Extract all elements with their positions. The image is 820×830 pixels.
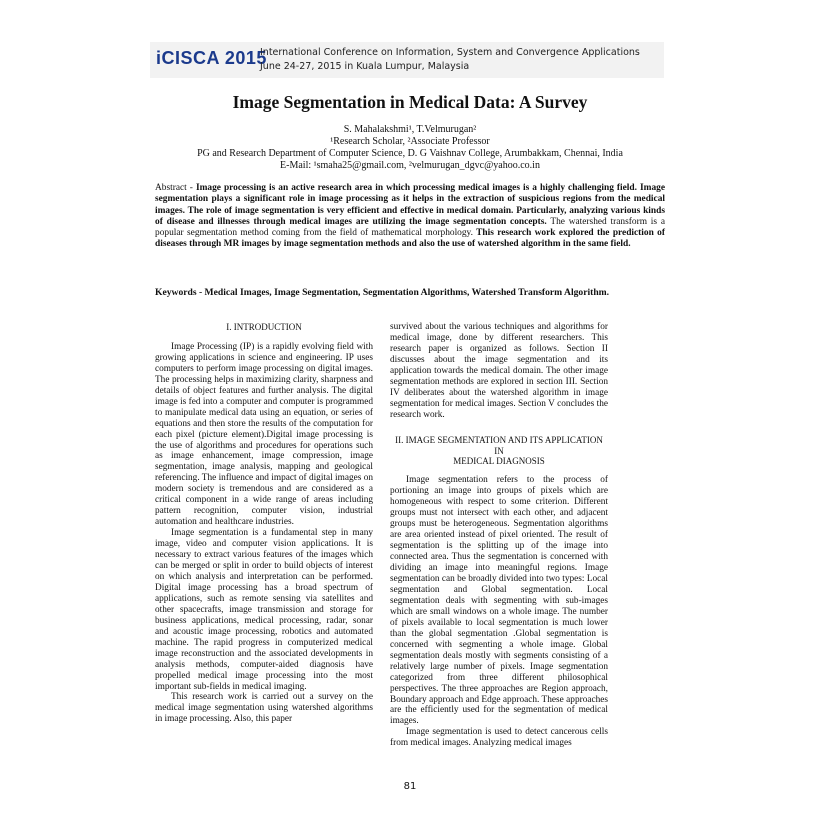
right-column bbox=[390, 322, 608, 749]
intro-paragraph-3: This research work is carried out a survey on the medical image segmentation using watershed algorithms in image processing. Also, this paper bbox=[155, 692, 373, 725]
section-heading-segmentation bbox=[390, 435, 608, 468]
abstract-text-bold-2: This research work explored the prediction of diseases through MR images by image segmentation methods and also the use of watershed algorithm in the same field. bbox=[155, 228, 665, 250]
keywords: Keywords - Medical Images, Image Segmentation, Segmentation Algorithms, Watershed Transform Algorithm. bbox=[155, 287, 610, 298]
author-roles: ¹Research Scholar, ²Associate Professor bbox=[330, 136, 490, 147]
abstract bbox=[155, 183, 665, 251]
conference-name: International Conference on Information, System and Convergence Applications bbox=[260, 47, 640, 58]
conference-logo bbox=[156, 48, 267, 69]
segmentation-paragraph-2: Image segmentation is used to detect cancerous cells from medical images. Analyzing medical images bbox=[390, 727, 608, 749]
abstract-text-normal: The watershed transform is a popular segmentation method coming from the field of mathematical morphology. bbox=[155, 216, 665, 239]
section-heading-line-1: II. IMAGE SEGMENTATION AND ITS APPLICATION IN bbox=[395, 434, 603, 456]
segmentation-paragraph-1: Image segmentation refers to the process of portioning an image into groups of pixels which are homogeneous with respect to some criterion. Different groups must not intersect with each other, and adjacent groups must be heterogeneous. Segmentation algorithms are area oriented instead of pixel oriented. The result of segmentation is the splitting up of the image into connected area. Thus the segmentation is concerned with dividing an image into meaningful regions. Image segmentation can be broadly divided into two types: Local segmentation and Global segmentation. Local segmentation deals with segmenting with sub-images which are small windows on a whole image. The number of pixels available to local segmentation is much lower than the global segmentation .Global segmentation is concerned with segmenting a whole image. Global segmentation deals mostly with segments consisting of a relatively large number of pixels. Image segmentation categorized from three different philosophical perspectives. The three approaches are Region approach, Boundary approach and Edge approach. These approaches are the efficiently used for the segmentation of medical images. bbox=[390, 475, 608, 727]
author-affiliation: PG and Research Department of Computer Science, D. G Vaishnav College, Arumbakkam, Chennai, India bbox=[197, 148, 623, 159]
intro-paragraph-3-continued: survived about the various techniques and algorithms for medical image, done by different researchers. This research paper is organized as follows. Section II discusses about the image segmentation and its application towards the medical domain. The other image segmentation methods are explored in section III. Section IV deliberates about the watershed algorithm in image segmentation for medical images. Section V concludes the research work. bbox=[390, 322, 608, 420]
left-column bbox=[155, 322, 373, 725]
section-heading-line-2: MEDICAL DIAGNOSIS bbox=[453, 456, 545, 467]
author-names: S. Mahalakshmi¹, T.Velmurugan² bbox=[343, 124, 477, 135]
conference-info bbox=[260, 46, 640, 74]
conference-date-location: June 24-27, 2015 in Kuala Lumpur, Malaysia bbox=[260, 61, 470, 72]
logo-text: iCISCA 2015 bbox=[156, 48, 267, 68]
author-emails: E-Mail: ¹smaha25@gmail.com, ²velmurugan_dgvc@yahoo.co.in bbox=[280, 160, 540, 171]
conference-header bbox=[150, 42, 664, 78]
intro-paragraph-1: Image Processing (IP) is a rapidly evolving field with growing applications in science and engineering. IP uses computers to perform image processing on digital images. The processing helps in maximizing clarity, sharpness and details of object features and further analysis. The digital image is fed into a computer and computer is programmed to manipulate medical data using an equation, or series of equations and then store the results of the computation for each pixel (picture element).Digital image processing is the use of algorithms and procedures for operations such as image enhancement, image compression, image segmentation, image analysis, mapping and geological referencing. The influence and impact of digital images on modern society is tremendous and are considered as a critical component in a wide range of areas including pattern recognition, computer vision, industrial automation and healthcare industries. bbox=[155, 341, 373, 528]
section-heading-introduction: I. INTRODUCTION bbox=[226, 322, 302, 332]
paper-title: Image Segmentation in Medical Data: A Survey bbox=[232, 92, 588, 112]
abstract-label: Abstract - bbox=[155, 183, 196, 193]
intro-paragraph-2: Image segmentation is a fundamental step in many image, video and computer vision applications. It is necessary to extract various features of the images which can be merged or split in order to build objects of interest on which analysis and interpretation can be performed. Digital image processing has a broad spectrum of applications, such as remote sensing via satellites and other spacecrafts, image transmission and storage for business applications, medical processing, radar, sonar and acoustic image processing, robotics and automated machine. The rapid progress in computerized medical image reconstruction and the associated developments in analysis methods, computer-aided diagnosis have propelled medical image processing into the most important sub-fields in medical imaging. bbox=[155, 528, 373, 692]
author-block bbox=[0, 124, 820, 172]
page-number: 81 bbox=[403, 781, 417, 792]
abstract-text-bold-1: Image processing is an active research area in which processing medical images is a highly challenging field. Image segmentation plays a significant role in image processing as it helps in the extraction of suspicious regions from the medical images. The role of image segmentation is very efficient and effective in medical domain. Particularly, analyzing various kinds of disease and illnesses through medical images are utilizing the image segmentation concepts. bbox=[155, 183, 665, 227]
